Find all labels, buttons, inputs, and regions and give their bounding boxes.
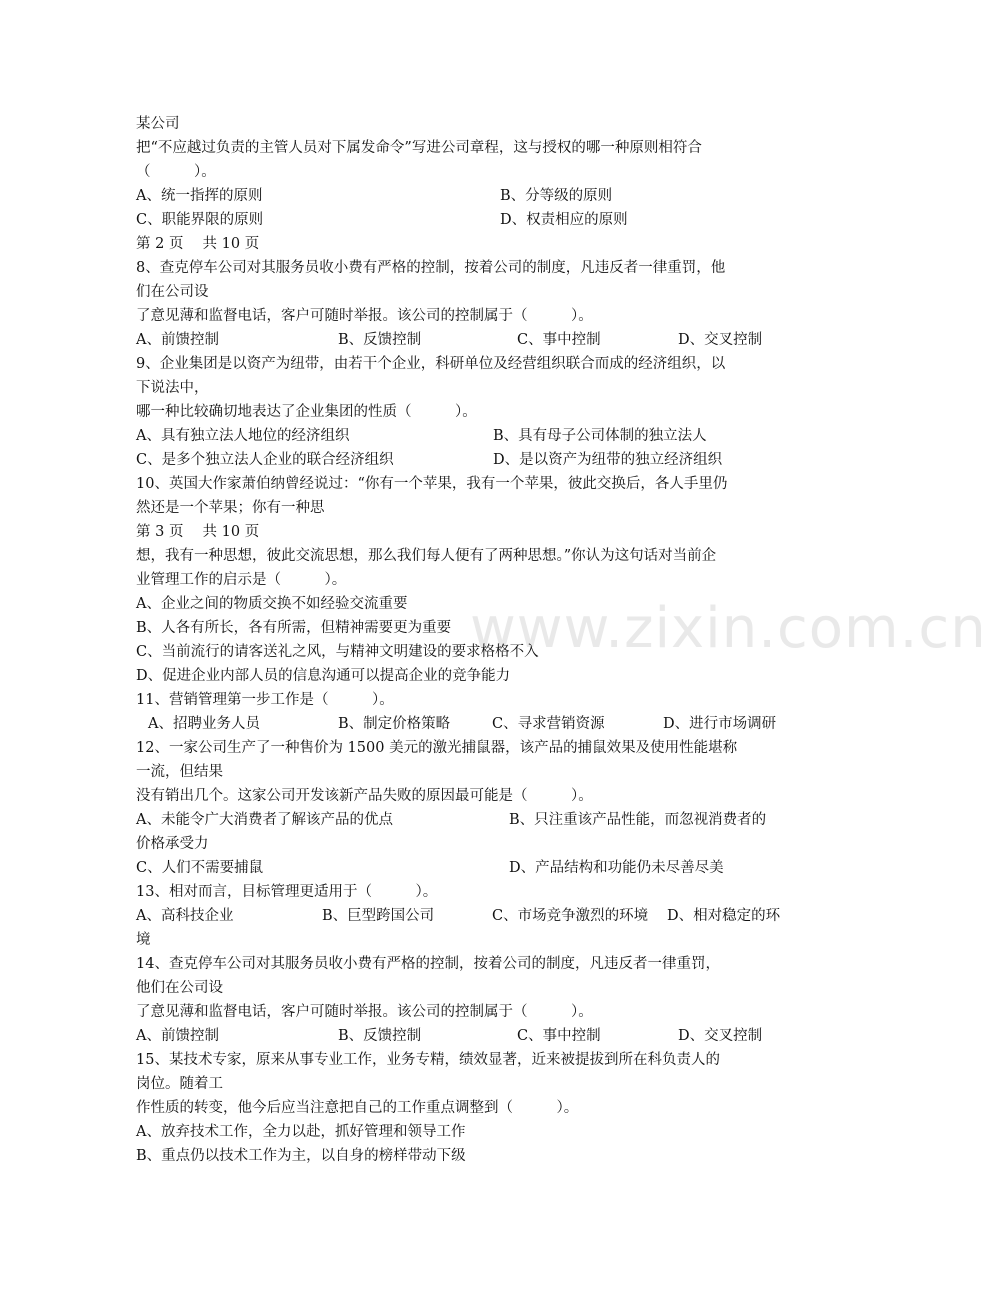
option-d: D、促进企业内部人员的信息沟通可以提高企业的竞争能力 — [136, 668, 511, 684]
option-c: C、职能界限的原则 — [136, 212, 264, 228]
watermark: www.zixin.com.cn — [470, 596, 987, 661]
question-text: 他们在公司设 — [136, 980, 223, 996]
question-text: 13、相对而言，目标管理更适用于（ ）。 — [136, 884, 438, 900]
question-text: 11、营销管理第一步工作是（ ）。 — [136, 692, 394, 708]
question-text: 10、英国大作家萧伯纳曾经说过：“你有一个苹果，我有一个苹果，彼此交换后，各人手里仍 — [136, 476, 728, 492]
option-d: D、进行市场调研 — [663, 716, 777, 732]
question-text: 8、查克停车公司对其服务员收小费有严格的控制，按着公司的制度，凡违反者一律重罚，他 — [136, 260, 726, 276]
question-text: 12、一家公司生产了一种售价为 1500 美元的激光捕鼠器，该产品的捕鼠效果及使用性能堪称 — [136, 740, 738, 756]
question-text: 一流，但结果 — [136, 764, 223, 780]
option-d: D、交叉控制 — [678, 332, 763, 348]
option-b: B、巨型跨国公司 — [322, 908, 435, 924]
option-b: B、制定价格策略 — [338, 716, 451, 732]
option-c: C、事中控制 — [517, 332, 601, 348]
page-number: 第 3 页 共 10 页 — [136, 524, 260, 540]
question-text: 9、企业集团是以资产为纽带，由若干个企业，科研单位及经营组织联合而成的经济组织，以 — [136, 356, 726, 372]
question-text: 业管理工作的启示是（ ）。 — [136, 572, 347, 588]
option-c: C、人们不需要捕鼠 — [136, 860, 264, 876]
option-c: C、事中控制 — [517, 1028, 601, 1044]
option-c: C、市场竞争激烈的环境 — [492, 908, 649, 924]
option-a: A、高科技企业 — [136, 908, 234, 924]
option-b: B、反馈控制 — [338, 332, 422, 348]
option-d: D、权责相应的原则 — [500, 212, 628, 228]
question-text: 们在公司设 — [136, 284, 209, 300]
option-d: D、相对稳定的环 — [667, 908, 781, 924]
question-text: 了意见薄和监督电话，客户可随时举报。该公司的控制属于（ ）。 — [136, 308, 593, 324]
page-number: 第 2 页 共 10 页 — [136, 236, 260, 252]
option-a: A、放弃技术工作，全力以赴，抓好管理和领导工作 — [136, 1124, 466, 1140]
question-text: 岗位。随着工 — [136, 1076, 223, 1092]
option-b: B、人各有所长，各有所需，但精神需要更为重要 — [136, 620, 452, 636]
option-a: A、统一指挥的原则 — [136, 188, 263, 204]
question-text: 下说法中， — [136, 380, 209, 396]
option-a: A、未能令广大消费者了解该产品的优点 — [136, 812, 393, 828]
question-text: 14、查克停车公司对其服务员收小费有严格的控制，按着公司的制度，凡违反者一律重罚， — [136, 956, 720, 972]
option-c: C、当前流行的请客送礼之风，与精神文明建设的要求格格不入 — [136, 644, 539, 660]
option-a: A、招聘业务人员 — [148, 716, 260, 732]
question-text: 价格承受力 — [136, 836, 209, 852]
question-text: 境 — [136, 932, 151, 948]
option-b: B、重点仍以技术工作为主，以自身的榜样带动下级 — [136, 1148, 466, 1164]
question-text: 了意见薄和监督电话，客户可随时举报。该公司的控制属于（ ）。 — [136, 1004, 593, 1020]
question-text: 哪一种比较确切地表达了企业集团的性质（ ）。 — [136, 404, 477, 420]
option-a: A、具有独立法人地位的经济组织 — [136, 428, 350, 444]
option-a: A、企业之间的物质交换不如经验交流重要 — [136, 596, 408, 612]
option-a: A、前馈控制 — [136, 332, 219, 348]
option-a: A、前馈控制 — [136, 1028, 219, 1044]
option-b: B、反馈控制 — [338, 1028, 422, 1044]
question-text: 作性质的转变，他今后应当注意把自己的工作重点调整到（ ）。 — [136, 1100, 579, 1116]
text-line: 某公司 — [136, 116, 180, 132]
option-b: B、分等级的原则 — [500, 188, 613, 204]
option-d: D、交叉控制 — [678, 1028, 763, 1044]
option-c: C、是多个独立法人企业的联合经济组织 — [136, 452, 394, 468]
option-c: C、寻求营销资源 — [492, 716, 605, 732]
text-line: （ ）。 — [136, 164, 216, 180]
question-text: 然还是一个苹果；你有一种思 — [136, 500, 325, 516]
text-line: 把“不应越过负责的主管人员对下属发命令”写进公司章程，这与授权的哪一种原则相符合 — [136, 140, 702, 156]
option-b: B、只注重该产品性能，而忽视消费者的 — [509, 812, 767, 828]
option-d: D、产品结构和功能仍未尽善尽美 — [509, 860, 724, 876]
option-b: B、具有母子公司体制的独立法人 — [493, 428, 707, 444]
option-d: D、是以资产为纽带的独立经济组织 — [493, 452, 723, 468]
question-text: 没有销出几个。这家公司开发该新产品失败的原因最可能是（ ）。 — [136, 788, 593, 804]
question-text: 想，我有一种思想，彼此交流思想，那么我们每人便有了两种思想。”你认为这句话对当前企 — [136, 548, 717, 564]
question-text: 15、某技术专家，原来从事专业工作，业务专精，绩效显著，近来被提拔到所在科负责人的 — [136, 1052, 720, 1068]
